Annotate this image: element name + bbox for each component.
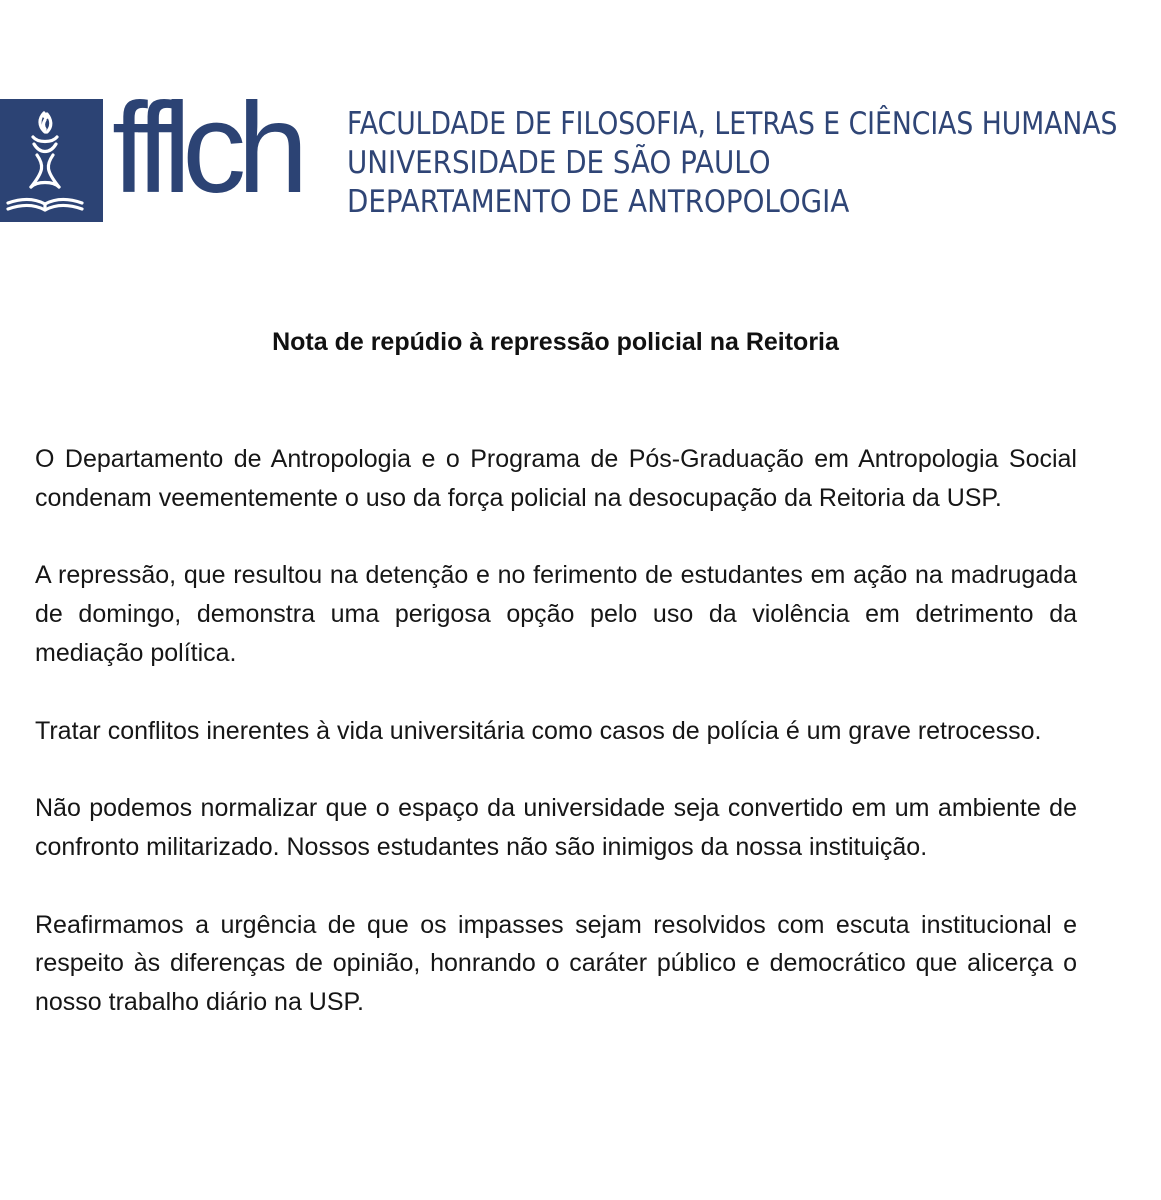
institution-name [347,105,1161,222]
document-title: Nota de repúdio à repressão policial na Reitoria [272,328,839,356]
faculty-name: FACULDADE DE FILOSOFIA, LETRAS E CIÊNCIAS HUMANAS [347,106,1118,142]
department-name: DEPARTAMENTO DE ANTROPOLOGIA [347,184,850,220]
paragraph: O Departamento de Antropologia e o Programa de Pós-Graduação em Antropologia Social condenam veementemente o uso da força policial na desocupação da Reitoria da USP. [35,445,1077,512]
document-body [35,440,1077,1061]
letterhead [0,77,1161,223]
paragraph: Tratar conflitos inerentes à vida universitária como casos de polícia é um grave retrocesso. [35,716,1042,745]
paragraph: A repressão, que resultou na detenção e no ferimento de estudantes em ação na madrugada de domingo, demonstra uma perigosa opção pelo uso da violência em detrimento da mediação política. [35,561,1077,667]
university-name: UNIVERSIDADE DE SÃO PAULO [347,145,771,181]
paragraph: Reafirmamos a urgência de que os impasses sejam resolvidos com escuta institucional e respeito às diferenças de opinião, honrando o caráter público e democrático que alicerça o nosso trabalho diário na USP. [35,910,1077,1017]
fflch-emblem-icon [0,99,103,222]
fflch-wordmark: fflch [112,77,300,220]
paragraph: Não podemos normalizar que o espaço da universidade seja convertido em um ambiente de confronto militarizado. Nossos estudantes não são inimigos da nossa instituição. [35,794,1077,861]
